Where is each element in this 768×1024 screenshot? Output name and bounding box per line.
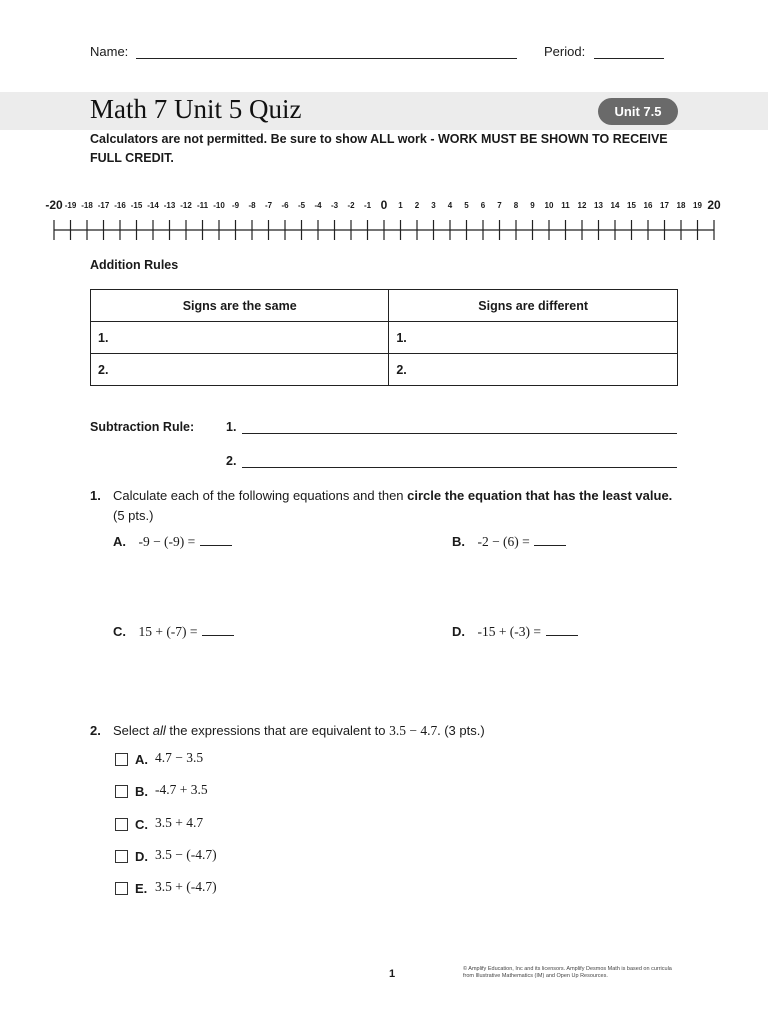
q2-e-expr: 3.5 + (-4.7) [155,879,217,894]
number-line-label: -7 [264,201,273,210]
period-field[interactable] [594,58,664,59]
subtraction-answer-2[interactable] [242,467,677,468]
number-line-label: 8 [513,201,519,210]
number-line-label: 1 [398,201,403,210]
q2-d-expr: 3.5 − (-4.7) [155,847,217,862]
checkbox-c[interactable] [115,818,128,831]
number-line-label: -2 [347,201,355,210]
q1-option-d [452,622,578,642]
q1-points: (5 pts.) [113,508,154,523]
number-line-label: -16 [114,201,126,210]
q1-d-blank[interactable] [546,623,578,636]
number-line-label: -17 [97,201,110,210]
q2-number: 2. [90,723,101,738]
number-line [0,216,768,244]
instructions: Calculators are not permitted. Be sure to show ALL work - WORK MUST BE SHOWN TO RECEIVE FULL CREDIT. [90,132,668,165]
q1-b-expr: -2 − (6) = [477,534,530,549]
q2-a-expr: 4.7 − 3.5 [155,750,204,765]
checkbox-e[interactable] [115,882,128,895]
number-line-label: -5 [297,201,306,210]
q2-points: (3 pts.) [440,723,485,738]
number-line-label: 12 [577,201,587,210]
q2-text-mid: the expressions that are equivalent to [165,723,390,738]
number-line-label: 2 [414,201,420,210]
q1-number: 1. [90,488,101,503]
q2-b-letter: B. [135,784,148,799]
number-line-labels [0,198,768,214]
unit-badge: Unit 7.5 [598,98,678,125]
checkbox-b[interactable] [115,785,128,798]
checkbox-d[interactable] [115,850,128,863]
number-line-label: 13 [594,201,603,210]
q2-text-expr: 3.5 − 4.7. [389,723,441,738]
q1-c-expr: 15 + (-7) = [138,624,198,639]
number-line-label: -15 [130,201,143,210]
number-line-label: 20 [707,198,721,212]
q1-b-letter: B. [452,534,465,549]
number-line-label: 10 [544,201,554,210]
q2-a-letter: A. [135,752,148,767]
number-line-label: 14 [610,201,620,210]
number-line-label: 9 [530,201,535,210]
number-line-label: -8 [248,201,256,210]
number-line-label: 18 [676,201,686,210]
addition-rules-label: Addition Rules [90,258,179,272]
q1-b-blank[interactable] [534,533,566,546]
q1-a-letter: A. [113,534,126,549]
q1-option-a [113,532,232,552]
number-line-label: 16 [643,201,653,210]
subtraction-answer-1[interactable] [242,433,677,434]
q1-text: Calculate each of the following equations and then [113,488,408,503]
q1-option-b [452,532,566,552]
same-rule-1[interactable]: 1. [91,322,389,354]
q2-c-expr: 3.5 + 4.7 [155,815,204,830]
number-line-label: -20 [45,198,63,212]
number-line-label: 6 [480,201,486,210]
name-label: Name: [90,44,129,59]
q1-d-expr: -15 + (-3) = [477,624,542,639]
number-line-label: -13 [163,201,176,210]
number-line-label: -3 [330,201,339,210]
number-line-label: -10 [213,201,225,210]
number-line-label: 11 [561,201,570,210]
q1-a-blank[interactable] [200,533,232,546]
q1-d-letter: D. [452,624,465,639]
number-line-label: 7 [497,201,502,210]
number-line-label: 3 [431,201,436,210]
q1-a-expr: -9 − (-9) = [138,534,196,549]
different-rule-1[interactable]: 1. [389,322,678,354]
subtraction-item-2: 2. [226,454,237,468]
page-number: 1 [388,968,396,980]
checkbox-a[interactable] [115,753,128,766]
q2-b-expr: -4.7 + 3.5 [155,782,208,797]
subtraction-item-1: 1. [226,420,237,434]
number-line-label: -12 [180,201,192,210]
page-title: Math 7 Unit 5 Quiz [90,94,302,124]
q1-prompt [113,486,673,526]
q1-c-blank[interactable] [202,623,234,636]
q2-c-letter: C. [135,817,148,832]
copyright-notice: © Amplify Education, Inc and its licensors. Amplify Desmos Math is based on curricula from Illustrative Mathematics (IM) and Open Up Resources. [463,966,672,979]
number-line-label: -1 [363,201,372,210]
q2-prompt [113,721,673,741]
q2-text-pre: Select [113,723,153,738]
q2-e-letter: E. [135,881,148,896]
number-line-label: 0 [380,198,388,212]
addition-rules-table [90,289,678,386]
number-line-label: -19 [64,201,77,210]
number-line-label: 17 [660,201,669,210]
name-field[interactable] [136,58,517,59]
number-line-label: 15 [627,201,636,210]
different-rule-2[interactable]: 2. [389,354,678,386]
q2-d-letter: D. [135,849,148,864]
number-line-label: -6 [281,201,289,210]
col-header-different: Signs are different [389,290,678,322]
number-line-label: 19 [693,201,702,210]
q1-option-c [113,622,234,642]
number-line-label: -18 [81,201,93,210]
number-line-label: 4 [447,201,453,210]
q1-text-bold: circle the equation that has the least value. [407,488,673,503]
number-line-label: -11 [196,201,209,210]
subtraction-rule-label: Subtraction Rule: [90,420,195,434]
q1-c-letter: C. [113,624,126,639]
same-rule-2[interactable]: 2. [91,354,389,386]
number-line-label: 5 [464,201,469,210]
col-header-same: Signs are the same [91,290,389,322]
number-line-label: -4 [314,201,322,210]
q2-text-italic: all [152,723,166,738]
period-label: Period: [544,44,586,59]
number-line-label: -14 [147,201,159,210]
number-line-label: -9 [231,201,240,210]
